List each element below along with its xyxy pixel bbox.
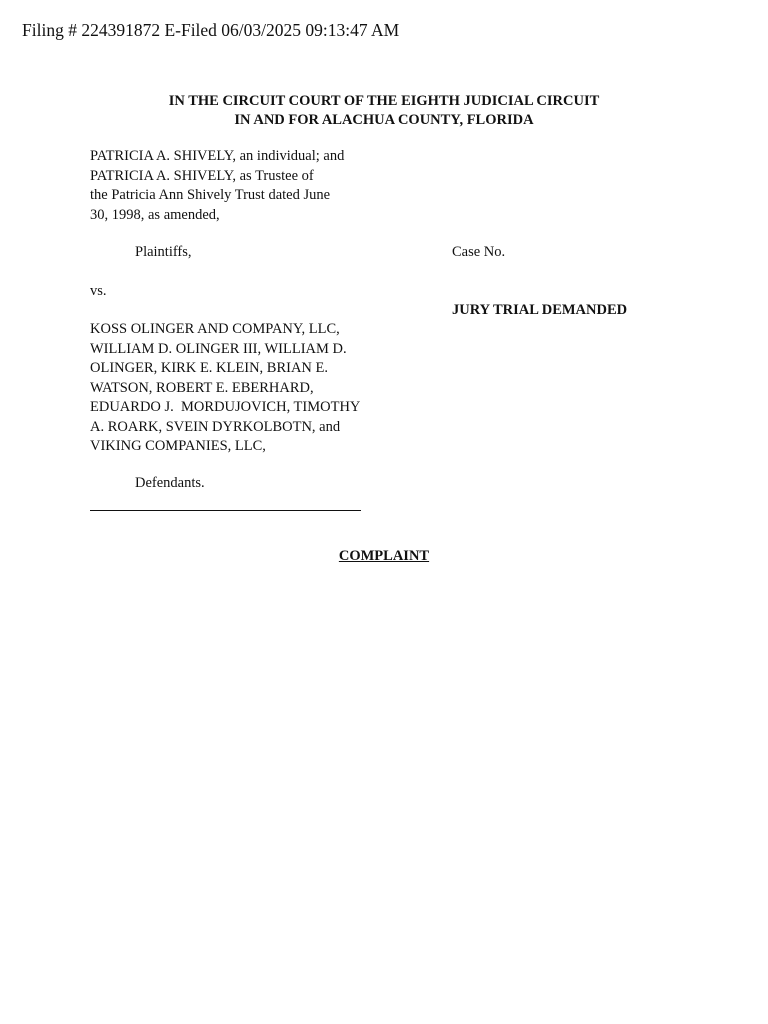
plaintiffs-line: 30, 1998, as amended, bbox=[90, 206, 220, 223]
filing-header: Filing # 224391872 E-Filed 06/03/2025 09:13:47 AM bbox=[22, 20, 400, 40]
plaintiffs-line: PATRICIA A. SHIVELY, as Trustee of bbox=[90, 167, 314, 184]
plaintiffs-line: PATRICIA A. SHIVELY, an individual; and bbox=[90, 148, 345, 164]
defendants-line: WILLIAM D. OLINGER III, WILLIAM D. bbox=[90, 340, 347, 357]
defendants-line: KOSS OLINGER AND COMPANY, LLC, bbox=[90, 321, 340, 337]
defendants-caption bbox=[90, 320, 360, 457]
versus-label: vs. bbox=[90, 283, 107, 299]
defendants-line: WATSON, ROBERT E. EBERHARD, bbox=[90, 379, 314, 396]
plaintiffs-label: Plaintiffs, bbox=[135, 244, 192, 260]
defendants-line: VIKING COMPANIES, LLC, bbox=[90, 438, 266, 454]
court-heading-line-1: IN THE CIRCUIT COURT OF THE EIGHTH JUDICIAL CIRCUIT bbox=[168, 93, 600, 109]
case-number-label: Case No. bbox=[452, 244, 506, 260]
jury-trial-demand: JURY TRIAL DEMANDED bbox=[452, 302, 628, 318]
defendants-label: Defendants. bbox=[135, 475, 205, 491]
court-heading-line-2: IN AND FOR ALACHUA COUNTY, FLORIDA bbox=[234, 112, 534, 128]
plaintiffs-line: the Patricia Ann Shively Trust dated June bbox=[90, 187, 331, 203]
document-title: COMPLAINT bbox=[338, 548, 430, 564]
plaintiffs-caption bbox=[90, 147, 344, 225]
defendants-line: OLINGER, KIRK E. KLEIN, BRIAN E. bbox=[90, 360, 329, 376]
defendants-line: EDUARDO J. MORDUJOVICH, TIMOTHY bbox=[90, 399, 361, 415]
caption-divider bbox=[90, 510, 361, 511]
defendants-line: A. ROARK, SVEIN DYRKOLBOTN, and bbox=[90, 418, 341, 435]
